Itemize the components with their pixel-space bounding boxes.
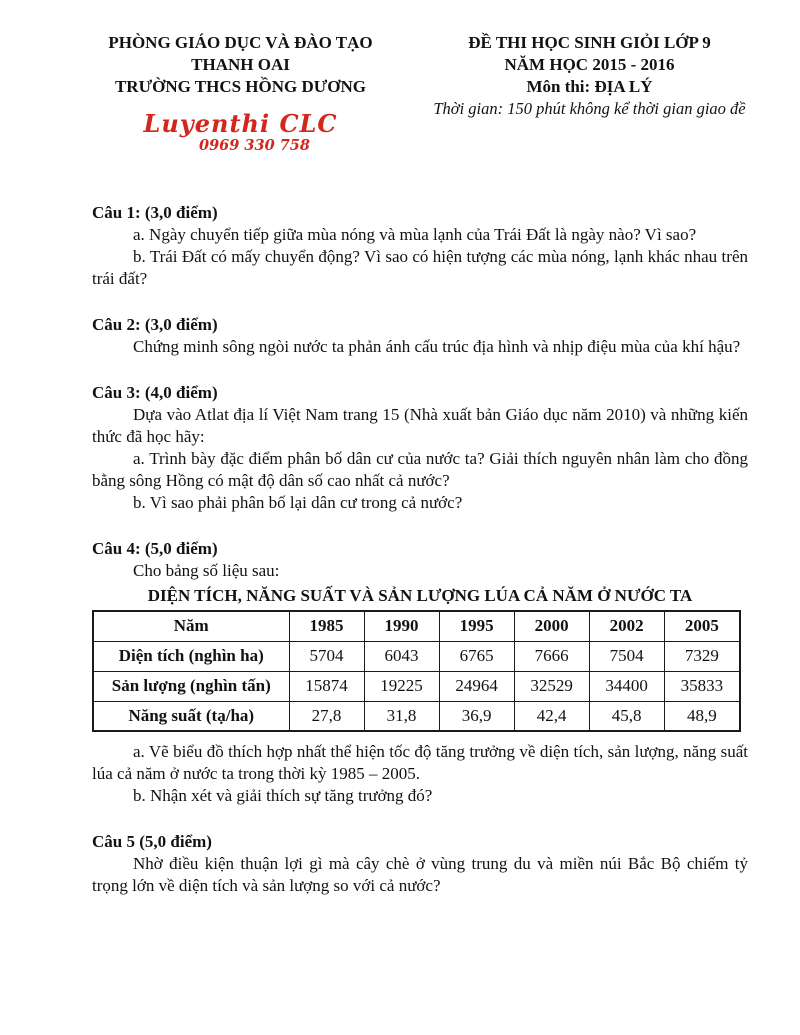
question-1-part-b: b. Trái Đất có mấy chuyển động? Vì sao có hiện tượng các mùa nóng, lạnh khác nhau trên trái đất? — [92, 247, 748, 288]
table-header-2000: 2000 — [514, 611, 589, 641]
question-3-intro: Dựa vào Atlat địa lí Việt Nam trang 15 (Nhà xuất bản Giáo dục năm 2010) và những kiến thức đã học hãy: — [92, 405, 748, 446]
question-4-intro: Cho bảng số liệu sau: — [133, 561, 280, 580]
exam-body — [0, 202, 800, 897]
luyenthi-clc-logo — [88, 110, 393, 154]
yield-2002: 45,8 — [589, 701, 664, 731]
question-4-part-a: a. Vẽ biểu đồ thích hợp nhất thể hiện tốc độ tăng trưởng về diện tích, sản lượng, năng suất lúa cả năm ở nước ta trong thời kỳ 1985 – 2005. — [92, 742, 748, 783]
row-production-label: Sản lượng (nghìn tấn) — [93, 671, 289, 701]
table-header-1990: 1990 — [364, 611, 439, 641]
question-3-heading: Câu 3: (4,0 điểm) — [92, 383, 218, 402]
yield-2000: 42,4 — [514, 701, 589, 731]
production-1990: 19225 — [364, 671, 439, 701]
area-2002: 7504 — [589, 641, 664, 671]
area-1990: 6043 — [364, 641, 439, 671]
yield-1985: 27,8 — [289, 701, 364, 731]
area-2000: 7666 — [514, 641, 589, 671]
question-2-heading: Câu 2: (3,0 điểm) — [92, 315, 218, 334]
exam-title: ĐỀ THI HỌC SINH GIỎI LỚP 9 — [468, 33, 711, 52]
table-row-area — [93, 641, 740, 671]
exam-school-year: NĂM HỌC 2015 - 2016 — [504, 55, 675, 74]
area-2005: 7329 — [664, 641, 740, 671]
rice-statistics-table — [92, 610, 741, 732]
question-3-part-b: b. Vì sao phải phân bố lại dân cư trong cả nước? — [133, 493, 463, 512]
question-4 — [92, 538, 748, 807]
table-header-1995: 1995 — [439, 611, 514, 641]
production-2002: 34400 — [589, 671, 664, 701]
yield-2005: 48,9 — [664, 701, 740, 731]
question-1-heading: Câu 1: (3,0 điểm) — [92, 203, 218, 222]
exam-subject: Môn thi: ĐỊA LÝ — [526, 77, 653, 96]
question-5-text: Nhờ điều kiện thuận lợi gì mà cây chè ở vùng trung du và miền núi Bắc Bộ chiếm tỷ trọng lớn về diện tích và sản lượng so với cả nước? — [92, 854, 748, 895]
table-header-2002: 2002 — [589, 611, 664, 641]
table-header-2005: 2005 — [664, 611, 740, 641]
school-department: PHÒNG GIÁO DỤC VÀ ĐÀO TẠO — [108, 33, 373, 52]
production-2005: 35833 — [664, 671, 740, 701]
school-name: TRƯỜNG THCS HỒNG DƯƠNG — [114, 77, 367, 96]
document-header — [0, 0, 800, 154]
question-2-text: Chứng minh sông ngòi nước ta phản ánh cấu trúc địa hình và nhịp điệu mùa của khí hậu? — [133, 337, 741, 356]
exam-title-block — [397, 32, 782, 154]
school-district: THANH OAI — [191, 55, 290, 74]
question-4-heading: Câu 4: (5,0 điểm) — [92, 539, 218, 558]
question-4-part-b: b. Nhận xét và giải thích sự tăng trưởng đó? — [133, 786, 433, 805]
row-yield-label: Năng suất (tạ/ha) — [93, 701, 289, 731]
logo-text: Luyenthi CLC — [143, 109, 338, 138]
question-1-part-a: a. Ngày chuyển tiếp giữa mùa nóng và mùa lạnh của Trái Đất là ngày nào? Vì sao? — [133, 225, 697, 244]
question-3-part-a: a. Trình bày đặc điểm phân bố dân cư của nước ta? Giải thích nguyên nhân làm cho đồng bằng sông Hồng có mật độ dân số cao nhất cả nước? — [92, 449, 748, 490]
area-1995: 6765 — [439, 641, 514, 671]
yield-1990: 31,8 — [364, 701, 439, 731]
question-3 — [92, 382, 748, 514]
question-2 — [92, 314, 748, 358]
area-1985: 5704 — [289, 641, 364, 671]
question-5-heading: Câu 5 (5,0 điểm) — [92, 832, 212, 851]
production-1985: 15874 — [289, 671, 364, 701]
data-table-title: DIỆN TÍCH, NĂNG SUẤT VÀ SẢN LƯỢNG LÚA CẢ NĂM Ở NƯỚC TA — [147, 586, 693, 605]
table-header-year: Năm — [93, 611, 289, 641]
production-1995: 24964 — [439, 671, 514, 701]
table-header-row — [93, 611, 740, 641]
school-block — [88, 32, 393, 154]
exam-duration: Thời gian: 150 phút không kể thời gian giao đề — [433, 99, 746, 118]
question-1 — [92, 202, 748, 290]
question-5 — [92, 831, 748, 897]
table-header-1985: 1985 — [289, 611, 364, 641]
production-2000: 32529 — [514, 671, 589, 701]
table-row-yield — [93, 701, 740, 731]
yield-1995: 36,9 — [439, 701, 514, 731]
row-area-label: Diện tích (nghìn ha) — [93, 641, 289, 671]
table-row-production — [93, 671, 740, 701]
logo-phone-number: 0969 330 758 — [199, 137, 310, 154]
